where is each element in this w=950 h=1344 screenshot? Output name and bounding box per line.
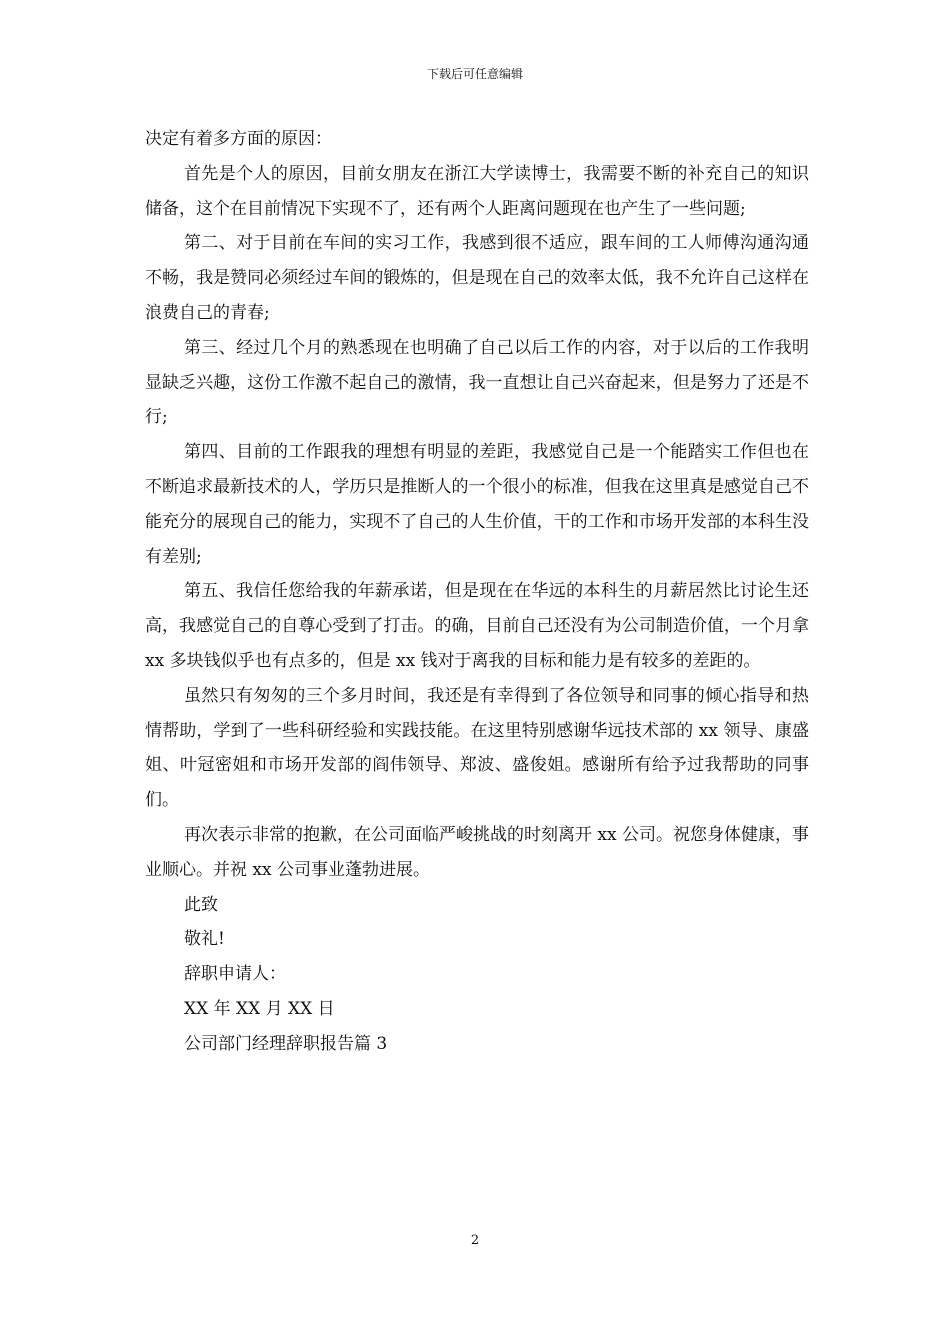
closing-regards: 敬礼! [184,929,225,950]
closing-salutation: 此致 [184,894,218,915]
signature-label: 辞职申请人： [184,964,286,985]
page-number: 2 [470,1233,480,1248]
paragraph-personal-reason: 首先是个人的原因，目前女朋友在浙江大学读博士，我需要不断的补充自己的知识储备，这个在目前情况下实现不了，还有两个人距离问题现在也产生了一些问题; [145,163,809,219]
paragraph-fifth-reason: 第五、我信任您给我的年薪承诺，但是现在在华远的本科生的月薪居然比讨论生还高，我感觉自己的自尊心受到了打击。的确，目前自己还没有为公司制造价值，一个月拿 xx 多块钱似乎也有点多的，但是 xx 钱对于离我的目标和能力是有较多的差距的。 [145,581,809,671]
signature-date: XX 年 XX 月 XX 日 [184,998,335,1019]
page-header: 下载后可任意编辑 [426,67,523,81]
paragraph-apology: 再次表示非常的抱歉，在公司面临严峻挑战的时刻离开 xx 公司。祝您身体健康，事业顺心。并祝 xx 公司事业蓬勃进展。 [145,824,809,880]
next-section-title: 公司部门经理辞职报告篇 3 [184,1033,388,1054]
paragraph-reasons-intro: 决定有着多方面的原因： [145,129,332,149]
paragraph-fourth-reason: 第四、目前的工作跟我的理想有明显的差距，我感觉自己是一个能踏实工作但也在不断追求最新技术的人，学历只是推断人的一个很小的标准，但我在这里真是感觉自己不能充分的展现自己的能力，实现不了自己的人生价值，干的工作和市场开发部的本科生没有差别; [145,442,809,567]
paragraph-second-reason: 第二、对于目前在车间的实习工作，我感到很不适应，跟车间的工人师傅沟通沟通不畅，我是赞同必须经过车间的锻炼的，但是现在自己的效率太低，我不允许自己这样在浪费自己的青春; [145,233,809,323]
paragraph-third-reason: 第三、经过几个月的熟悉现在也明确了自己以后工作的内容，对于以后的工作我明显缺乏兴趣，这份工作激不起自己的激情，我一直想让自己兴奋起来，但是努力了还是不行; [145,337,809,428]
document-body [145,122,809,1062]
paragraph-gratitude: 虽然只有匆匆的三个多月时间，我还是有幸得到了各位领导和同事的倾心指导和热情帮助，学到了一些科研经验和实践技能。在这里特别感谢华远技术部的 xx 领导、康盛姐、叶冠密姐和市场开发部的阎伟领导、郑波、盛俊姐。感谢所有给予过我帮助的同事们。 [145,685,809,811]
